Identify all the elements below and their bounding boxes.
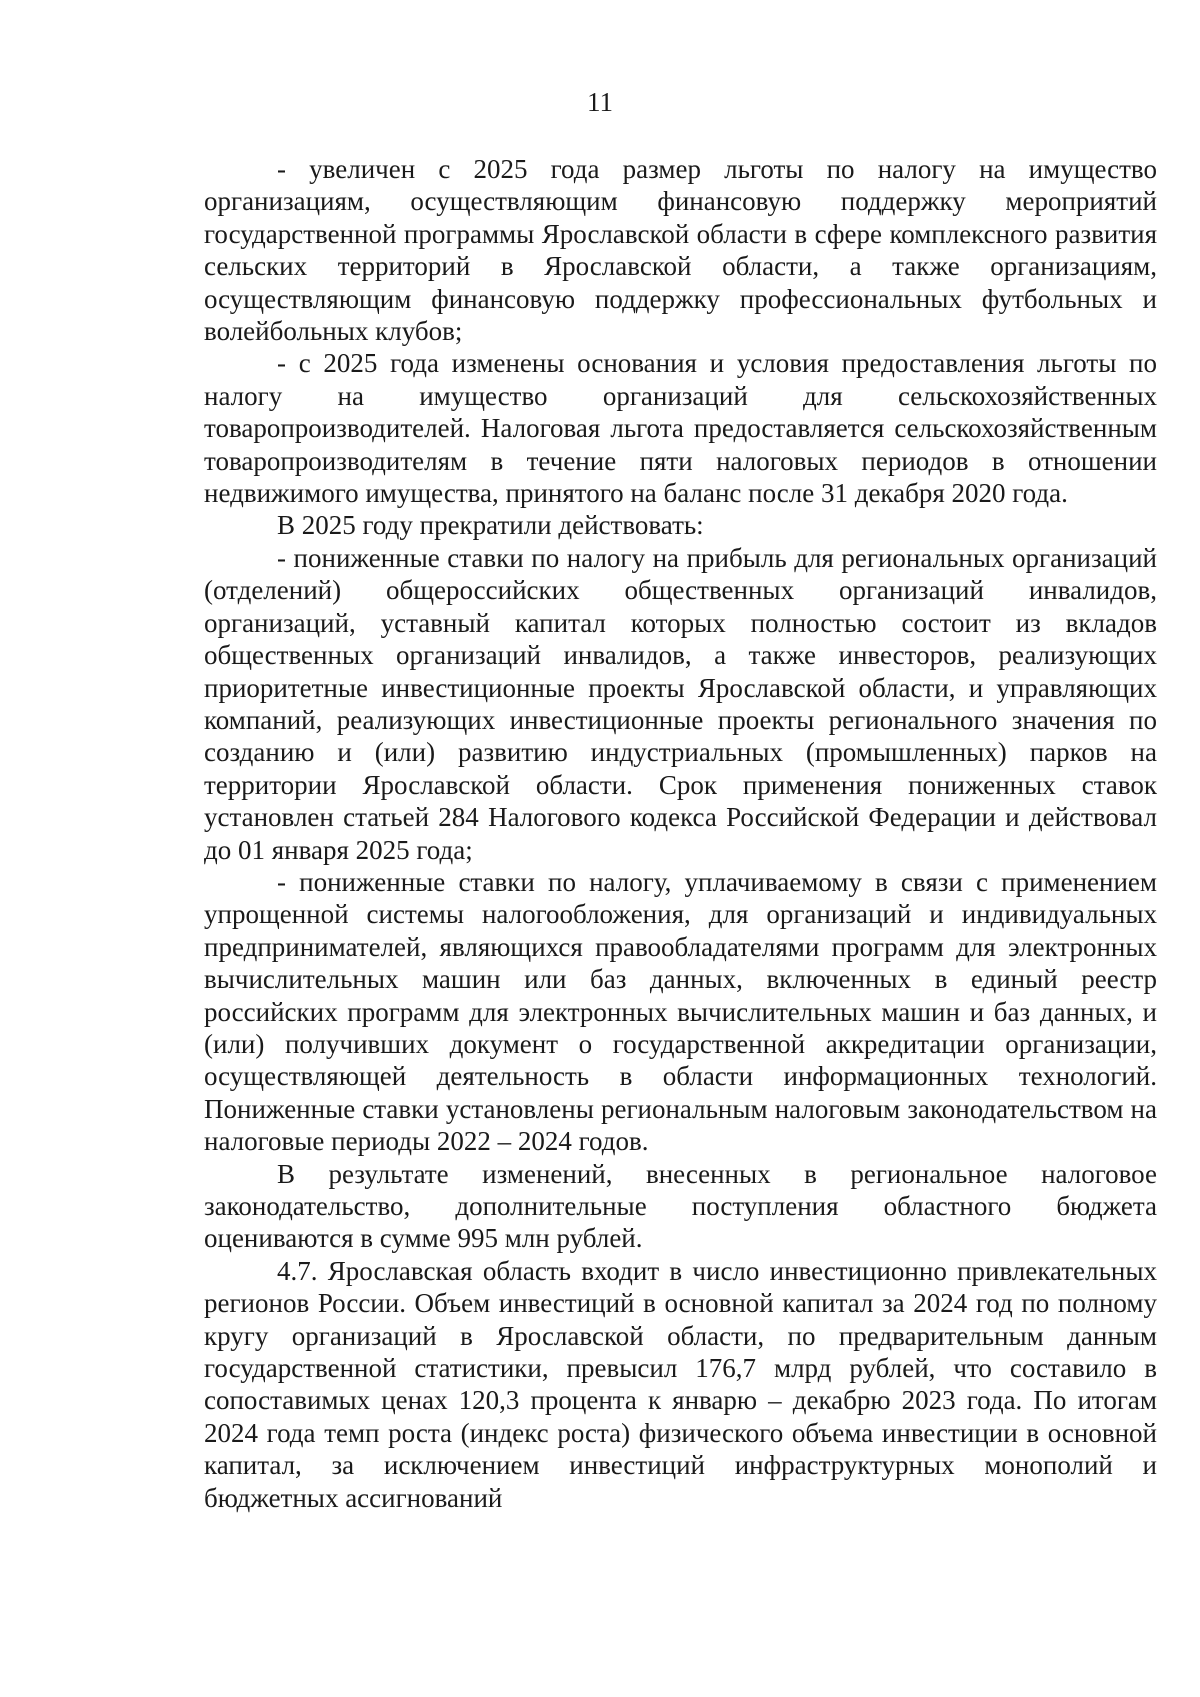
paragraph-additional-revenue: В результате изменений, внесенных в региональное налоговое законодательство, дополнительные поступления областного бюджета оцениваются в сумме 995 млн рублей. — [204, 1158, 1157, 1254]
page-number: 11 — [587, 87, 613, 117]
paragraph-investment-attractiveness: 4.7. Ярославская область входит в число инвестиционно привлекательных регионов России. Объем инвестиций в основной капитал за 2024 год по полному кругу организаций в Ярославской области, по предварительным данным государственной статистики, превысил 176,7 млрд рублей, что составило в сопоставимых ценах 120,3 процента к январю – декабрю 2023 года. По итогам 2024 года темп роста (индекс роста) физического объема инвестиции в основной капитал, за исключением инвестиций инфраструктурных монополий и бюджетных ассигнований — [204, 1255, 1157, 1513]
paragraph-property-tax-benefit-increase: - увеличен с 2025 года размер льготы по налогу на имущество организациям, осуществляющим финансовую поддержку мероприятий государственной программы Ярославской области в сфере комплексного развития сельских территорий в Ярославской области, а также организациям, осуществляющим финансовую поддержку профессиональных футбольных и волейбольных клубов; — [204, 154, 1157, 347]
paragraph-ceased-measures-intro: В 2025 году прекратили действовать: — [277, 510, 704, 541]
paragraph-agricultural-producers-benefit: - с 2025 года изменены основания и условия предоставления льготы по налогу на имущество организаций для сельскохозяйственных товаропроизводителей. Налоговая льгота предоставляется сельскохозяйственным товаропроизводителям в течение пяти налоговых периодов в отношении недвижимого имущества, принятого на баланс после 31 декабря 2020 года. — [204, 348, 1157, 509]
paragraph-reduced-profit-tax-rates: - пониженные ставки по налогу на прибыль для региональных организаций (отделений) общероссийских общественных организаций инвалидов, организаций, уставный капитал которых полностью состоит из вкладов общественных организаций инвалидов, а также инвесторов, реализующих приоритетные инвестиционные проекты Ярославской области, и управляющих компаний, реализующих инвестиционные проекты регионального значения по созданию и (или) развитию индустриальных (промышленных) парков на территории Ярославской области. Срок применения пониженных ставок установлен статьей 284 Налогового кодекса Российской Федерации и действовал до 01 января 2025 года; — [204, 542, 1157, 865]
document-body — [204, 153, 1157, 1514]
paragraph-reduced-simplified-tax-rates: - пониженные ставки по налогу, уплачиваемому в связи с применением упрощенной системы налогообложения, для организаций и индивидуальных предпринимателей, являющихся правообладателями программ для электронных вычислительных машин или баз данных, включенных в единый реестр российских программ для электронных вычислительных машин и баз данных, и (или) получивших документ о государственной аккредитации организации, осуществляющей деятельность в области информационных технологий. Пониженные ставки установлены региональным налоговым законодательством на налоговые периоды 2022 – 2024 годов. — [204, 866, 1157, 1157]
